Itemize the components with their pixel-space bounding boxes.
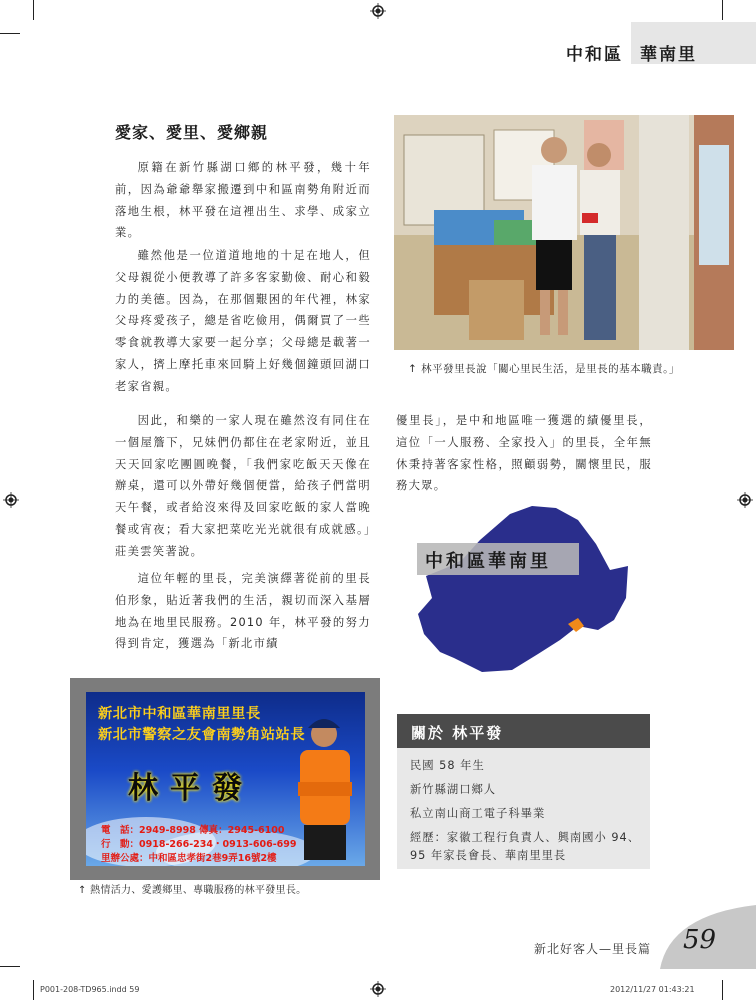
poster-mobile: 行 動：0918-266-234・0913-606-699 [101, 839, 297, 850]
header-village: 華南里 [640, 45, 697, 65]
registration-mark-icon [737, 492, 753, 508]
about-item: 私立南山商工電子科畢業 [410, 807, 546, 820]
photo-scene-illustration [394, 115, 734, 350]
poster-title-line: 新北市警察之友會南勢角站站長 [98, 727, 306, 743]
about-title: 關於 林平發 [411, 724, 504, 742]
article-paragraph: 因此，和樂的一家人現在雖然沒有同住在一個屋簷下，兄妹們仍都住在老家附近，並且天天回家吃團圓晚餐，「我們家吃飯天天像在辦桌，還可以外帶好幾個便當，給孩子們當明天午餐，或者給沒來得及回家吃飯的家人當晚餐或宵夜；看大家把菜吃光光就很有成就感。」莊美雲笑著說。 [115, 414, 371, 558]
about-item: 新竹縣湖口鄉人 [410, 783, 497, 796]
crop-mark [33, 980, 34, 1000]
crop-mark [722, 980, 723, 1000]
article-paragraph: 雖然他是一位道道地地的十足在地人，但父母親從小便教導了許多客家勤儉、耐心和毅力的美德。因為，在那個艱困的年代裡，林家父母疼愛孩子，總是省吃儉用，偶爾買了一些零食就教導大家要一起分享；父母總是載著一家人，擠上摩托車來回騎上好幾個鐘頭回湖口老家省親。 [115, 249, 371, 393]
article-paragraph: 優里長」，是中和地區唯一獲選的績優里長，這位「一人服務、全家投入」的里長，全年無休秉持著客家性格，照顧弱勢，關懷里民，服務大眾。 [396, 414, 652, 493]
print-slug-timestamp: 2012/11/27 01:43:21 [610, 985, 695, 994]
poster-office-address: 里辦公處：中和區忠孝街2巷9弄16號2樓 [101, 853, 277, 864]
poster-caption: ↑ 熱情活力、愛護鄉里、專職服務的林平發里長。 [78, 885, 307, 896]
registration-mark-icon [370, 981, 386, 997]
header-district: 中和區 [566, 45, 623, 65]
registration-mark-icon [370, 3, 386, 19]
photo-caption: ↑ 林平發里長說「關心里民生活，是里長的基本職責。」 [408, 363, 680, 375]
district-map [418, 502, 630, 672]
print-slug-file: P001-208-TD965.indd 59 [40, 985, 140, 994]
crop-mark [0, 966, 20, 967]
about-item: 經歷：家徽工程行負責人、興南國小 94、95 年家長會長、華南里里長 [410, 831, 641, 862]
page-number: 59 [683, 925, 717, 955]
registration-mark-icon [3, 492, 19, 508]
crop-mark [0, 33, 20, 34]
poster-title-line: 新北市中和區華南里里長 [98, 706, 261, 722]
crop-mark [722, 0, 723, 20]
article-title: 愛家、愛里、愛鄉親 [115, 123, 269, 142]
article-paragraph: 原籍在新竹縣湖口鄉的林平發，幾十年前，因為爺爺舉家搬遷到中和區南勢角附近而落地生根，林平發在這裡出生、求學、成家立業。 [115, 161, 371, 240]
about-item: 民國 58 年生 [410, 759, 485, 772]
footer-series-title: 新北好客人—里長篇 [534, 942, 652, 956]
map-label: 中和區華南里 [425, 551, 551, 572]
poster-phone: 電 話：2949-8998 傳真：2945-6100 [101, 825, 285, 836]
chief-photo [394, 115, 734, 350]
crop-mark [33, 0, 34, 20]
article-paragraph: 這位年輕的里長，完美演繹著從前的里長伯形象，貼近著我們的生活，親切而深入基層地為在地里民服務。2010 年，林平發的努力得到肯定，獲選為「新北市績 [115, 572, 371, 651]
poster-name: 林平發 [128, 771, 254, 806]
village-area-shape [418, 506, 628, 672]
